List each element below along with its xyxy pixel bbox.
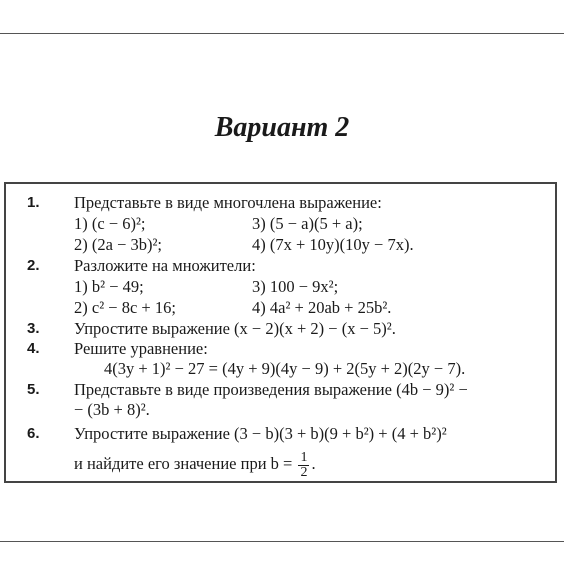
task-1-row	[6, 193, 559, 213]
task-item: 1) (c − 6)²;	[74, 214, 146, 233]
task-1-items-row-1	[6, 214, 559, 234]
task-item: 3) (5 − a)(5 + a);	[252, 214, 363, 233]
task-number: 5.	[27, 381, 40, 398]
task-number: 2.	[27, 257, 40, 274]
fraction	[298, 451, 309, 480]
task-item: 3) 100 − 9x²;	[252, 277, 339, 296]
task-6-row-2	[6, 450, 559, 478]
task-1-items-row-2	[6, 235, 559, 255]
task-item: 4) 4a² + 20ab + 25b².	[252, 298, 392, 317]
task-text: Представьте в виде произведения выражение (4b − 9)² −	[74, 380, 468, 399]
task-4-equation	[6, 359, 559, 379]
page-title: Вариант 2	[214, 112, 350, 143]
task-3-row	[6, 319, 559, 339]
task-text: Упростите выражение (x − 2)(x + 2) − (x − 5)².	[74, 319, 396, 338]
task-text: Разложите на множители:	[74, 256, 256, 275]
task-text-continued	[74, 450, 316, 480]
task-item: 2) c² − 8c + 16;	[74, 298, 176, 317]
task-2-row	[6, 256, 559, 276]
task-item: 1) b² − 49;	[74, 277, 144, 296]
task-6-condition: и найдите его значение при b =	[74, 454, 293, 473]
fraction-numerator: 1	[300, 449, 308, 465]
task-6-tail: .	[311, 454, 316, 473]
task-5-row	[6, 380, 559, 400]
task-4-row	[6, 339, 559, 359]
task-number: 3.	[27, 320, 40, 337]
task-box	[4, 182, 557, 483]
task-2-items-row-1	[6, 277, 559, 297]
task-text: Представьте в виде многочлена выражение:	[74, 193, 382, 212]
task-5-row-2	[6, 400, 559, 420]
task-text: Решите уравнение:	[74, 339, 208, 358]
task-6-row	[6, 424, 559, 444]
fraction-denominator: 2	[300, 464, 308, 480]
task-text: Упростите выражение (3 − b)(3 + b)(9 + b²) + (4 + b²)²	[74, 424, 447, 443]
task-text-continued: − (3b + 8)².	[74, 400, 150, 419]
task-2-items-row-2	[6, 298, 559, 318]
task-item: 2) (2a − 3b)²;	[74, 235, 163, 254]
top-rule	[0, 33, 564, 34]
task-item: 4) (7x + 10y)(10y − 7x).	[252, 235, 414, 254]
task-number: 1.	[27, 194, 40, 211]
equation: 4(3y + 1)² − 27 = (4y + 9)(4y − 9) + 2(5y + 2)(2y − 7).	[104, 359, 466, 378]
task-number: 6.	[27, 425, 40, 442]
bottom-rule	[0, 541, 564, 542]
task-number: 4.	[27, 340, 40, 357]
